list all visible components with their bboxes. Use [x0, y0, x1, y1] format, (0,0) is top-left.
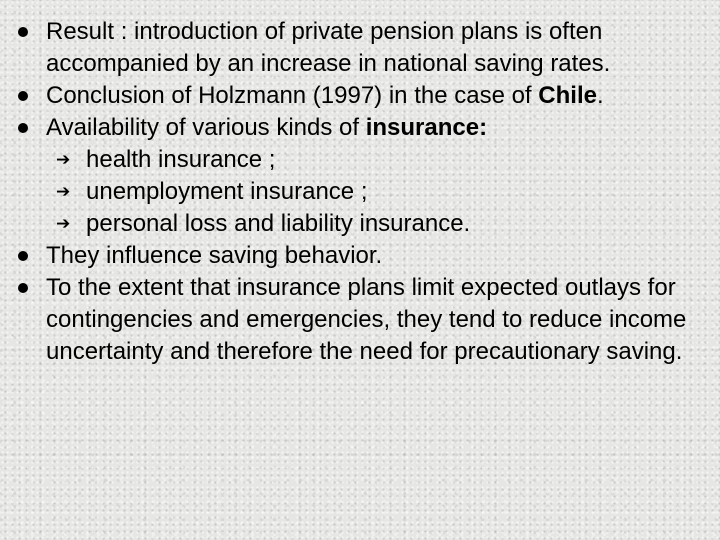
bullet-item-behavior — [18, 240, 708, 272]
bullet-dot-icon — [18, 251, 28, 261]
bullet-dot-icon — [18, 91, 28, 101]
bullet-bold-text: Chile — [538, 82, 597, 109]
bullet-text-end: . — [596, 82, 604, 109]
right-arrow-icon: ➔ — [56, 182, 71, 202]
bullet-dot-icon — [18, 123, 28, 133]
right-arrow-icon: ➔ — [56, 214, 71, 234]
sub-item-unemployment-insurance — [18, 176, 708, 208]
sub-item-text: health insurance ; — [86, 146, 276, 173]
sub-item-personal-loss-insurance — [18, 208, 708, 240]
bullet-dot-icon — [18, 27, 28, 37]
bullet-item-extent — [18, 272, 708, 368]
right-arrow-icon: ➔ — [56, 150, 71, 170]
bullet-text: They influence saving behavior. — [46, 242, 383, 269]
bullet-item-result — [18, 16, 708, 80]
sub-item-health-insurance — [18, 144, 708, 176]
bullet-dot-icon — [18, 283, 28, 293]
bullet-text: Conclusion of Holzmann (1997) in the case of — [46, 82, 539, 109]
sub-item-text: personal loss and liability insurance. — [86, 210, 471, 237]
sub-item-text: unemployment insurance ; — [86, 178, 368, 205]
bullet-list — [18, 16, 708, 368]
bullet-bold-text: insurance: — [365, 114, 488, 141]
bullet-text: Result : introduction of private pension plans is often accompanied by an increase in national saving rates. — [46, 18, 611, 77]
bullet-item-insurance — [18, 112, 708, 144]
bullet-item-conclusion — [18, 80, 708, 112]
bullet-text: Availability of various kinds of — [46, 114, 366, 141]
bullet-text: To the extent that insurance plans limit expected outlays for contingencies and emergencies, they tend to reduce income uncertainty and therefore the need for precautionary saving. — [46, 274, 687, 365]
